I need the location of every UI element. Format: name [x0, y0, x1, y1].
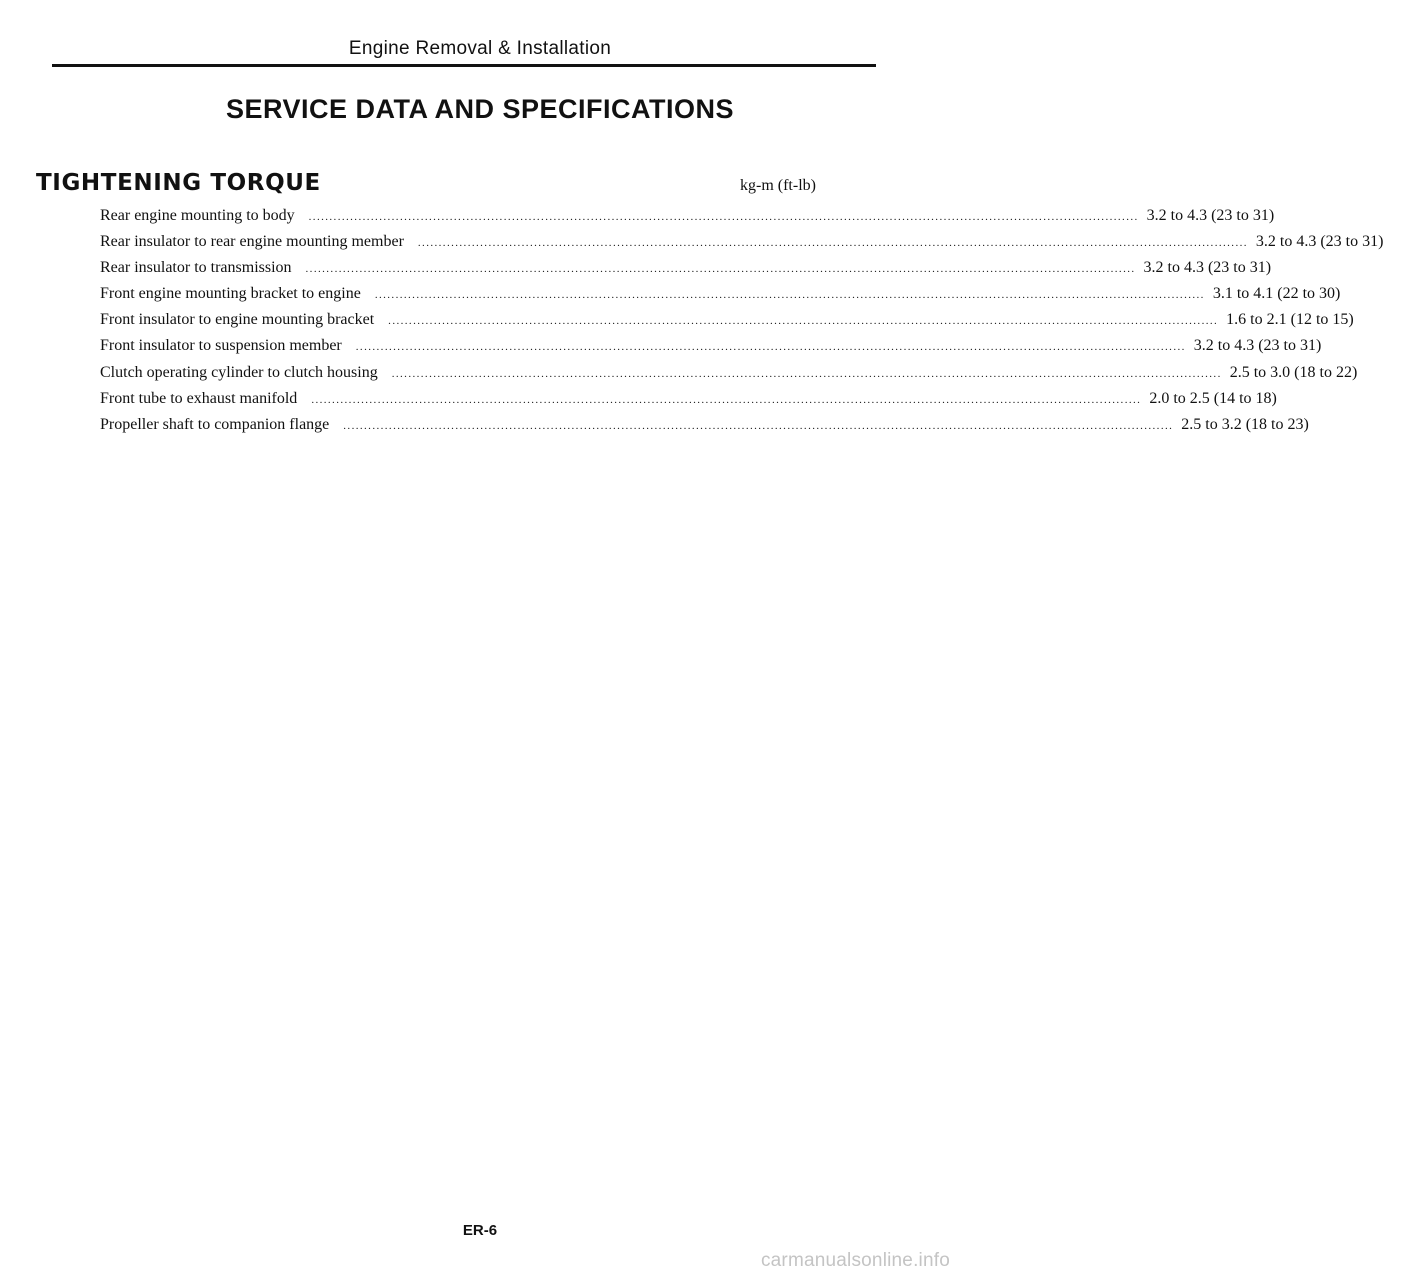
- section-heading: TIGHTENING TORQUE: [36, 170, 321, 196]
- spec-item: Rear insulator to transmission: [100, 259, 292, 277]
- spec-value: 3.2 to 4.3 (23 to 31): [1143, 259, 1272, 277]
- dot-leader: ........................................................................................................................................................................................................: [374, 289, 1205, 302]
- spec-item: Front insulator to engine mounting bracket: [100, 311, 375, 329]
- dot-leader: ........................................................................................................................................................................................................: [308, 211, 1139, 223]
- spec-item: Propeller shaft to companion flange: [100, 415, 330, 433]
- spec-row: [100, 333, 1322, 359]
- dot-leader: ........................................................................................................................................................................................................: [417, 237, 1248, 250]
- page-number: ER-6: [462, 1222, 498, 1239]
- spec-item: Rear engine mounting to body: [100, 207, 295, 224]
- watermark: carmanualsonline.info: [760, 1250, 950, 1271]
- dot-leader: ........................................................................................................................................................................................................: [311, 393, 1142, 406]
- spec-row: [100, 255, 1272, 281]
- dot-leader: ........................................................................................................................................................................................................: [305, 263, 1136, 276]
- spec-item: Front tube to exhaust manifold: [100, 389, 298, 407]
- header-rule: [52, 64, 876, 67]
- units-label: kg-m (ft-lb): [740, 177, 816, 194]
- spec-item: Clutch operating cylinder to clutch housing: [100, 363, 378, 381]
- spec-value: 2.5 to 3.2 (18 to 23): [1181, 415, 1309, 433]
- spec-value: 3.2 to 4.3 (23 to 31): [1255, 233, 1384, 251]
- spec-row: [100, 229, 1384, 255]
- spec-value: 3.2 to 4.3 (23 to 31): [1193, 337, 1322, 355]
- spec-row: [100, 307, 1354, 333]
- dot-leader: ........................................................................................................................................................................................................: [388, 315, 1219, 328]
- spec-value: 2.0 to 2.5 (14 to 18): [1149, 389, 1277, 407]
- spec-row: [100, 203, 1275, 229]
- spec-value: 3.2 to 4.3 (23 to 31): [1146, 207, 1275, 224]
- spec-row: [100, 360, 1358, 386]
- spec-row: [100, 412, 1309, 438]
- dot-leader: ........................................................................................................................................................................................................: [343, 419, 1174, 432]
- spec-row: [100, 386, 1277, 412]
- spec-item: Front insulator to suspension member: [100, 337, 342, 355]
- spec-value: 3.1 to 4.1 (22 to 30): [1212, 285, 1341, 303]
- dot-leader: ........................................................................................................................................................................................................: [391, 367, 1222, 380]
- page-title: SERVICE DATA AND SPECIFICATIONS: [225, 94, 735, 124]
- torque-spec-table: [100, 203, 1384, 438]
- spec-item: Front engine mounting bracket to engine: [100, 285, 361, 303]
- spec-value: 2.5 to 3.0 (18 to 22): [1229, 363, 1358, 381]
- running-header: Engine Removal & Installation: [348, 38, 612, 59]
- spec-row: [100, 281, 1341, 307]
- spec-item: Rear insulator to rear engine mounting member: [100, 233, 404, 251]
- spec-value: 1.6 to 2.1 (12 to 15): [1226, 311, 1354, 329]
- dot-leader: ........................................................................................................................................................................................................: [355, 341, 1186, 354]
